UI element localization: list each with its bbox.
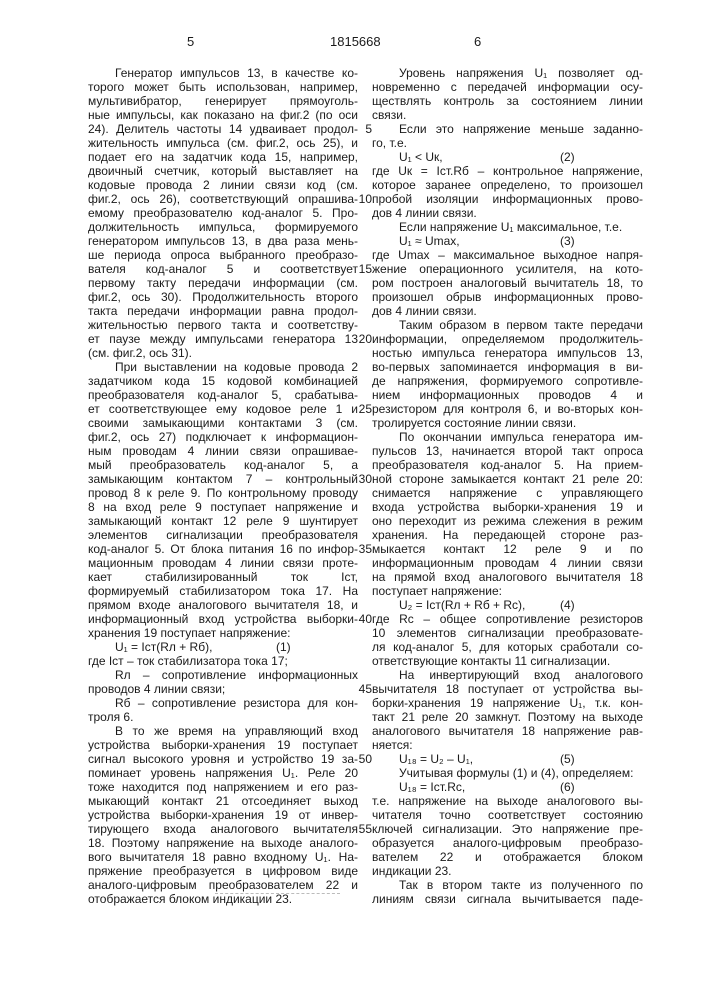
paragraph [88, 696, 358, 724]
paragraph [372, 164, 643, 220]
equation-number: (5) [560, 752, 575, 766]
text-line: на прямой вход аналогового вычитателя 18 [372, 570, 643, 584]
margin-line-number: 50 [359, 752, 372, 766]
text-line: фиг.2, ось 26), соответствующий опрашива- [88, 192, 358, 206]
text-line: де напряжения, формируемого сопротивле- [372, 374, 643, 388]
paragraph [372, 430, 643, 598]
text-line: жительностью первого такта и соответству- [88, 318, 358, 332]
text-line: мыкающий контакт 21 отсоединяет выход [88, 794, 358, 808]
text-line: информационным проводам 4 линии связи [372, 556, 643, 570]
text-line: ше периода опроса выбранного преобразо- [88, 248, 358, 262]
text-line: провод 8 к реле 9. По контрольному проводу [88, 486, 358, 500]
text-line: ля код-аналог 5, для которых сработали со- [372, 640, 643, 654]
text-line: тролируется состояние линии связи. [372, 416, 643, 430]
text-line: подает его на задатчик кода 15, например, [88, 150, 358, 164]
paragraph [372, 122, 643, 150]
text-line: По окончании импульса генератора им- [372, 430, 643, 444]
text-line: Таким образом в первом такте передачи [372, 318, 643, 332]
text-line: хранения. На передающей стороне раз- [372, 528, 643, 542]
text-line: отображается блоком индикации 23. [88, 892, 358, 906]
text-line: вателем 22 и отображается блоком [372, 850, 643, 864]
patent-number: 1815668 [330, 34, 381, 49]
text-line: снимается напряжение с управляющего [372, 486, 643, 500]
text-line: Если это напряжение меньше заданно- [372, 122, 643, 136]
text-line: аналогового вычитателя 18 напряжение рав- [372, 724, 643, 738]
text-line: тирующего входа аналогового вычитателя [88, 822, 358, 836]
text-line: торого может быть использован, например, [88, 80, 358, 94]
text-line: связи. [372, 108, 643, 122]
paragraph [372, 668, 643, 752]
text-line: преобразователя код-аналог 5, срабатыва- [88, 388, 358, 402]
text-line: ключей сигнализации. Это напряжение пре- [372, 822, 643, 836]
text-line: тоже находится под напряжением и его раз- [88, 780, 358, 794]
text-line: оно переходит из режима слежения в режим [372, 514, 643, 528]
text-line: нием информационных проводов 4 и [372, 388, 643, 402]
text-line: линиям связи сигнала вычитывается паде- [372, 892, 643, 906]
text-line: 10 элементов сигнализации преобразовате- [372, 626, 643, 640]
text-line: где Uк = Iст.Rб – контрольное напряжение, [372, 164, 643, 178]
text-line: замыкающий контакт 12 реле 9 шунтирует [88, 514, 358, 528]
divider [215, 893, 340, 894]
text-line: Генератор импульсов 13, в качестве ко- [88, 66, 358, 80]
text-line: такт 21 реле 20 замкнут. Поэтому на выходе [372, 710, 643, 724]
paragraph [88, 66, 358, 360]
text-line: ет соответствующее ему кодовое реле 1 и [88, 402, 358, 416]
margin-line-number: 35 [359, 542, 372, 556]
text-line: читателя точно соответствует состоянию [372, 808, 643, 822]
margin-line-number: 5 [365, 122, 372, 136]
text-line: преобразователя код-аналог 5. На прием- [372, 458, 643, 472]
text-line: пробой изоляции информационных прово- [372, 192, 643, 206]
equation [88, 640, 358, 654]
text-line: кодовые провода 2 линии связи код (см. [88, 178, 358, 192]
text-line: жение операционного усилителя, на кото- [372, 262, 643, 276]
text-line: ностью импульса генератора импульсов 13, [372, 346, 643, 360]
text-line: которое заранее определено, то произошел [372, 178, 643, 192]
text-line: мыкается контакт 12 реле 9 и по [372, 542, 643, 556]
text-line: должительность импульса, формируемого [88, 220, 358, 234]
equation-number: (2) [560, 150, 575, 164]
text-line: ной стороне замыкается контакт 21 реле 20: [372, 472, 643, 486]
equation-expression: U₁ < Uк, [399, 150, 443, 164]
text-line: пульсов 13, начинается второй такт опроса [372, 444, 643, 458]
text-line: такта передачи информации равна продол- [88, 304, 358, 318]
text-line: жительность импульса (см. фиг.2, ось 25), и [88, 136, 358, 150]
equation [372, 780, 643, 794]
equation-expression: U₁ = Iст(Rл + Rб), [115, 640, 212, 654]
text-line: ные импульсы, как показано на фиг.2 (по оси [88, 108, 358, 122]
text-line: 8 на вход реле 9 поступает напряжение и [88, 500, 358, 514]
text-line: фиг.2, ось 30). Продолжительность второго [88, 290, 358, 304]
text-line: Rб – сопротивление резистора для кон- [88, 696, 358, 710]
paragraph [88, 654, 358, 668]
text-line: борки-хранения 19 напряжение U₁, т.к. кон- [372, 696, 643, 710]
text-line: произошел обрыв информационных прово- [372, 290, 643, 304]
paragraph [88, 668, 358, 696]
text-line: прямом входе аналогового вычитателя 18, и [88, 598, 358, 612]
text-line: формируемый стабилизатором тока 17. На [88, 584, 358, 598]
text-line: своими замыкающими контактами 3 (см. [88, 416, 358, 430]
equation-expression: U₂ = Iст(Rл + Rб + Rc), [399, 598, 525, 612]
text-line: пряжение преобразуется в цифровом виде [88, 864, 358, 878]
text-line: хранения 19 поступает напряжение: [88, 626, 358, 640]
text-line: устройства выборки-хранения 19 поступает [88, 738, 358, 752]
paragraph [372, 248, 643, 318]
text-line: мультивибратор, генерирует прямоуголь- [88, 94, 358, 108]
text-line: т.е. напряжение на выходе аналогового вы- [372, 794, 643, 808]
left-column [88, 66, 358, 906]
equation [372, 598, 643, 612]
text-line: Уровень напряжения U₁ позволяет од- [372, 66, 643, 80]
paragraph [372, 794, 643, 878]
text-line: генератором импульсов 13, в два раза мень- [88, 234, 358, 248]
text-line: вычитателя 18 поступает от устройства вы- [372, 682, 643, 696]
paragraph [88, 724, 358, 906]
text-line: троля 6. [88, 710, 358, 724]
paragraph [372, 66, 643, 122]
text-line: фиг.2, ось 27) подключает к информацион- [88, 430, 358, 444]
right-column [372, 66, 643, 906]
equation [372, 234, 643, 248]
text-line: во-первых запоминается информация в ви- [372, 360, 643, 374]
text-line: устройства выборки-хранения 19 от инвер- [88, 808, 358, 822]
equation-expression: U₁ ≈ Umax, [399, 234, 460, 248]
text-line: где Iст – ток стабилизатора тока 17; [88, 654, 358, 668]
text-line: ным проводам 4 линии связи опрашивае- [88, 444, 358, 458]
text-line: Так в втором такте из полученного по [372, 878, 643, 892]
paragraph [372, 318, 643, 430]
text-line: где Umax – максимальное выходное напря- [372, 248, 643, 262]
text-line: Rл – сопротивление информационных [88, 668, 358, 682]
text-line: образуется аналого-цифровым преобразо- [372, 836, 643, 850]
text-line: двоичный счетчик, который выставляет на [88, 164, 358, 178]
text-line: дов 4 линии связи. [372, 304, 643, 318]
equation [372, 150, 643, 164]
text-line: ром построен аналоговый вычитатель 18, то [372, 276, 643, 290]
text-line: элементов сигнализации преобразователя [88, 528, 358, 542]
paragraph [372, 878, 643, 906]
margin-line-number: 30 [359, 472, 372, 486]
margin-line-number: 15 [359, 262, 372, 276]
text-line: При выставлении на кодовые провода 2 [88, 360, 358, 374]
equation-number: (6) [560, 780, 575, 794]
text-line: вого вычитателя 18 равно входному U₁. На- [88, 850, 358, 864]
margin-line-number: 45 [359, 682, 372, 696]
text-line: резистором для контроля 6, и во-вторых кон- [372, 402, 643, 416]
text-line: 24). Делитель частоты 14 удваивает продол- [88, 122, 358, 136]
paragraph [372, 766, 643, 780]
paragraph [88, 360, 358, 640]
text-line: входа устройства выборки-хранения 19 и [372, 500, 643, 514]
equation-number: (4) [560, 598, 575, 612]
text-line: задатчиком кода 15 кодовой комбинацией [88, 374, 358, 388]
page-number-left: 5 [187, 34, 194, 49]
text-line: На инвертирующий вход аналогового [372, 668, 643, 682]
text-line: первому такту передачи информации (см. [88, 276, 358, 290]
text-line: (см. фиг.2, ось 31). [88, 346, 358, 360]
text-line: информационный вход устройства выборки- [88, 612, 358, 626]
margin-line-number: 10 [359, 192, 372, 206]
text-line: индикации 23. [372, 864, 643, 878]
text-line: 18. Поэтому напряжение на выходе аналого- [88, 836, 358, 850]
text-line: Если напряжение U₁ максимальное, т.е. [372, 220, 643, 234]
text-line: мационным проводам 4 линии связи проте- [88, 556, 358, 570]
text-line: замыкающим контактом 7 – контрольный [88, 472, 358, 486]
equation [372, 752, 643, 766]
text-line: проводов 4 линии связи; [88, 682, 358, 696]
text-line: аналого-цифровым преобразователем 22 и [88, 878, 358, 892]
text-line: новременно с передачей информации осу- [372, 80, 643, 94]
paragraph [372, 220, 643, 234]
text-line: кает стабилизированный ток Iст, [88, 570, 358, 584]
equation-number: (3) [560, 234, 575, 248]
text-line: Учитывая формулы (1) и (4), определяем: [372, 766, 643, 780]
paragraph [372, 612, 643, 668]
text-line: го, т.е. [372, 136, 643, 150]
text-line: вателя код-аналог 5 и соответствует [88, 262, 358, 276]
text-line: ет паузе между импульсами генератора 13 [88, 332, 358, 346]
text-line: мый преобразователь код-аналог 5, а [88, 458, 358, 472]
equation-expression: U₁₈ = Iст.Rc, [399, 780, 465, 794]
page-number-right: 6 [474, 34, 481, 49]
text-line: поминает уровень напряжения U₁. Реле 20 [88, 766, 358, 780]
text-line: няется: [372, 738, 643, 752]
text-line: сигнал высокого уровня и устройство 19 за- [88, 752, 358, 766]
margin-line-number: 40 [359, 612, 372, 626]
margin-line-number: 55 [359, 822, 372, 836]
text-line: информации, определяемом продолжитель- [372, 332, 643, 346]
equation-number: (1) [276, 640, 291, 654]
text-line: емому преобразователю код-аналог 5. Про- [88, 206, 358, 220]
text-line: где Rc – общее сопротивление резисторов [372, 612, 643, 626]
equation-expression: U₁₈ = U₂ – U₁, [399, 752, 473, 766]
margin-line-number: 20 [359, 332, 372, 346]
text-line: ществлять контроль за состоянием линии [372, 94, 643, 108]
text-line: В то же время на управляющий вход [88, 724, 358, 738]
text-line: дов 4 линии связи. [372, 206, 643, 220]
text-line: поступает напряжение: [372, 584, 643, 598]
text-line: ответствующие контакты 11 сигнализации. [372, 654, 643, 668]
margin-line-number: 25 [359, 402, 372, 416]
text-line: код-аналог 5. От блока питания 16 по инфор- [88, 542, 358, 556]
